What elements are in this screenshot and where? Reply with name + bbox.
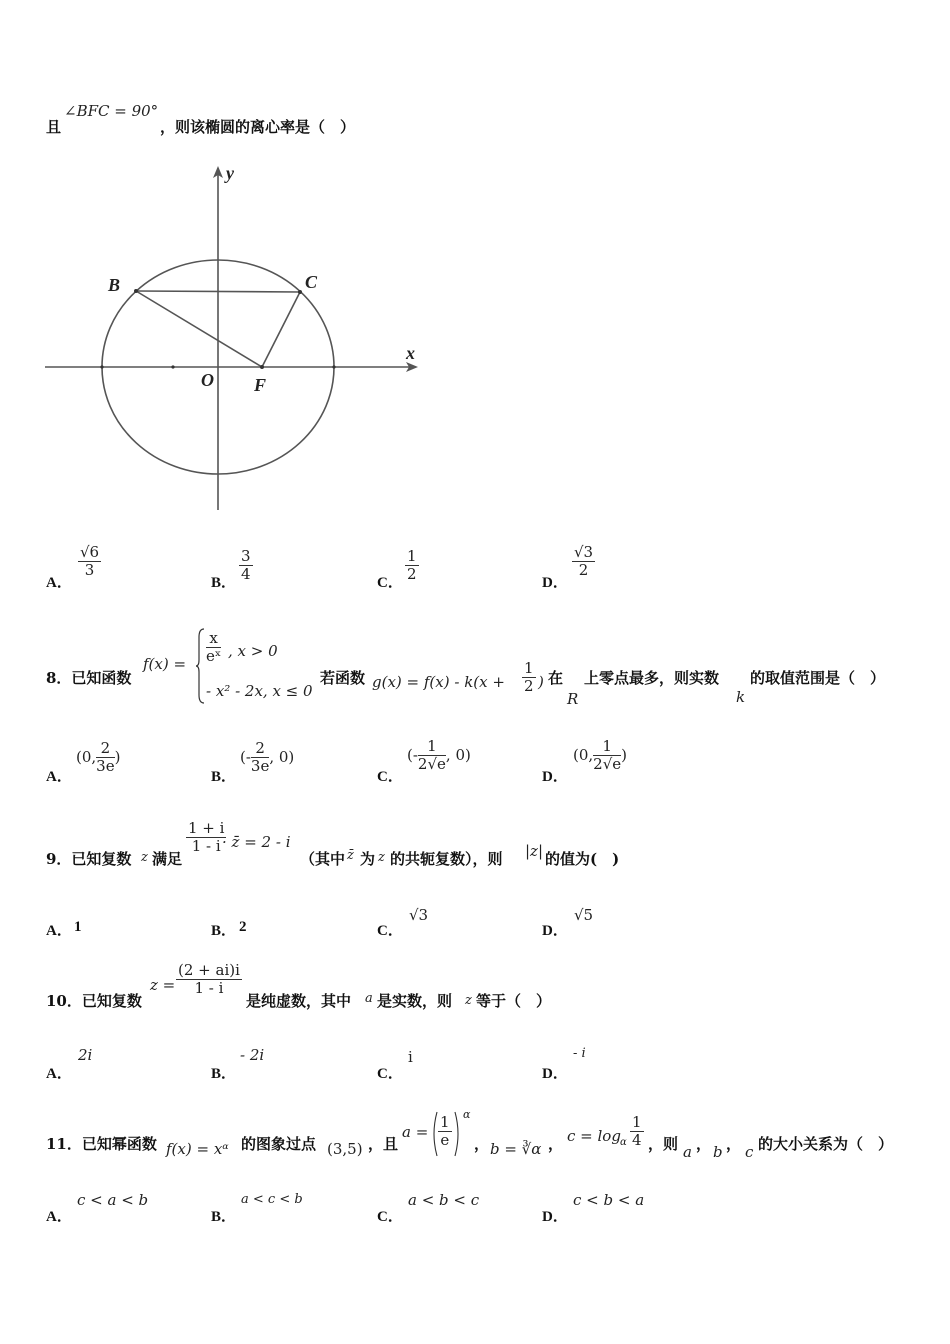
a-paren-left (430, 1110, 438, 1158)
label-y: y (226, 163, 234, 183)
label-b: B (108, 275, 121, 295)
q7-stem (46, 116, 61, 137)
segment-bf (136, 291, 262, 367)
label-f: F (254, 375, 267, 395)
label-o: O (201, 370, 214, 390)
q7-stem-text: ，则该椭圆的离心率是（ ） (160, 118, 356, 136)
label-x: x (406, 343, 415, 363)
q7-prefix: 且 (46, 118, 62, 136)
segment-cf (262, 292, 300, 367)
a-paren-right (454, 1110, 462, 1158)
piecewise-brace (196, 627, 206, 705)
segment-bc (136, 291, 300, 292)
q7-condition: ∠BFC = 90° (64, 102, 159, 120)
ellipse-figure (40, 160, 440, 520)
label-c: C (305, 272, 318, 292)
